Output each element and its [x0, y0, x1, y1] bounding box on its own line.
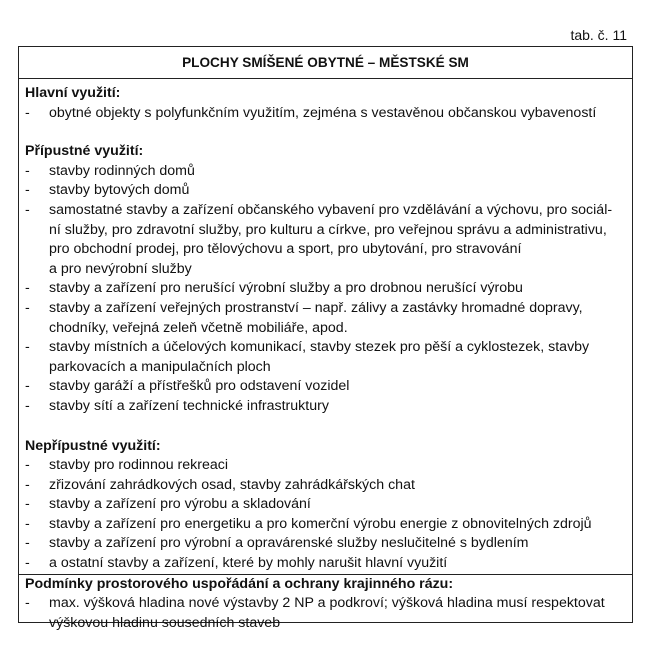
list-item-text: a ostatní stavby a zařízení, které by mohly narušit hlavní využití — [49, 555, 448, 572]
bullet-dash: - — [25, 280, 30, 297]
list-item — [25, 534, 628, 554]
bullet-dash: - — [25, 496, 30, 513]
bullet-dash: - — [25, 476, 30, 493]
bullet-dash: - — [25, 182, 30, 199]
bullet-dash: - — [25, 201, 30, 218]
bullet-dash: - — [25, 339, 30, 356]
bullet-dash: - — [25, 397, 30, 414]
list-item-text: stavby a zařízení veřejných prostranství – např. zálivy a zastávky hromadné dopravy, chodníky, veřejná zeleň včetně mobiliáře, apod. — [49, 299, 583, 336]
list-item — [25, 377, 628, 397]
bullet-dash: - — [25, 555, 30, 572]
list-item-text: samostatné stavby a zařízení občanského vybavení pro vzdělávání a výchovu, pro sociál- ní služby, pro zdravotní služby, pro kulturu a církve, pro veřejnou správu a administrativu, pro obchodní prodej, pro tělovýchovu a sport, pro ubytování, pro stravování a pro nevýrobní služby — [49, 201, 613, 277]
list-item-text: stavby pro rodinnou rekreaci — [49, 457, 229, 474]
list-item — [25, 495, 628, 515]
list-item-text: stavby a zařízení pro nerušící výrobní služby a pro drobnou nerušící výrobu — [49, 280, 523, 297]
main-use-heading: Hlavní využití: — [25, 85, 121, 101]
list-item-text: obytné objekty s polyfunkčním využitím, zejména s vestavěnou občanskou vybaveností — [49, 104, 597, 121]
list-item-text: stavby rodinných domů — [49, 162, 195, 179]
prohibited-use-heading: Nepřípustné využití: — [25, 437, 161, 454]
list-item-text: zřizování zahrádkových osad, stavby zahrádkářských chat — [49, 476, 415, 493]
spatial-conditions-list — [25, 594, 628, 633]
list-item-text: stavby a zařízení pro výrobu a skladování — [49, 496, 311, 513]
prohibited-use-list — [25, 456, 628, 574]
list-item — [25, 476, 628, 496]
list-item — [25, 515, 628, 535]
bullet-dash: - — [25, 104, 30, 121]
list-item — [25, 397, 628, 417]
list-item — [25, 299, 628, 338]
main-use-list — [25, 104, 628, 124]
list-item-text: stavby garáží a přístřešků pro odstavení vozidel — [49, 378, 350, 395]
bullet-dash: - — [25, 457, 30, 474]
list-item — [25, 201, 628, 279]
bullet-dash: - — [25, 515, 30, 532]
bullet-dash: - — [25, 299, 30, 316]
list-item — [25, 104, 628, 124]
spatial-conditions-heading: Podmínky prostorového uspořádání a ochrany krajinného rázu: — [25, 575, 454, 592]
table-number: tab. č. 11 — [570, 27, 627, 43]
bullet-dash: - — [25, 535, 30, 552]
bullet-dash: - — [25, 595, 30, 612]
bullet-dash: - — [25, 162, 30, 179]
list-item — [25, 456, 628, 476]
permitted-use-heading: Přípustné využití: — [25, 143, 144, 160]
bullet-dash: - — [25, 378, 30, 395]
list-item-text: stavby bytových domů — [49, 182, 190, 199]
table-body — [19, 79, 632, 633]
list-item — [25, 181, 628, 201]
list-item — [25, 162, 628, 182]
list-item — [25, 554, 628, 574]
list-item — [25, 279, 628, 299]
regulation-table — [18, 46, 633, 631]
permitted-use-list — [25, 162, 628, 417]
list-item-text: stavby sítí a zařízení technické infrastruktury — [49, 397, 329, 414]
list-item-text: stavby a zařízení pro energetiku a pro komerční výrobu energie z obnovitelných zdrojů — [49, 515, 592, 532]
table-title: PLOCHY SMÍŠENÉ OBYTNÉ – MĚSTSKÉ SM — [19, 47, 632, 79]
list-item-text: max. výšková hladina nové výstavby 2 NP a podkroví; výšková hladina musí respektovat výškovou hladinu sousedních staveb — [49, 595, 605, 631]
list-item-text: stavby a zařízení pro výrobní a opravárenské služby neslučitelné s bydlením — [49, 535, 529, 552]
list-item — [25, 338, 628, 377]
spatial-conditions-section — [19, 574, 632, 634]
list-item — [25, 594, 628, 633]
list-item-text: stavby místních a účelových komunikací, stavby stezek pro pěší a cyklostezek, stavby parkovacích a manipulačních ploch — [49, 339, 590, 375]
